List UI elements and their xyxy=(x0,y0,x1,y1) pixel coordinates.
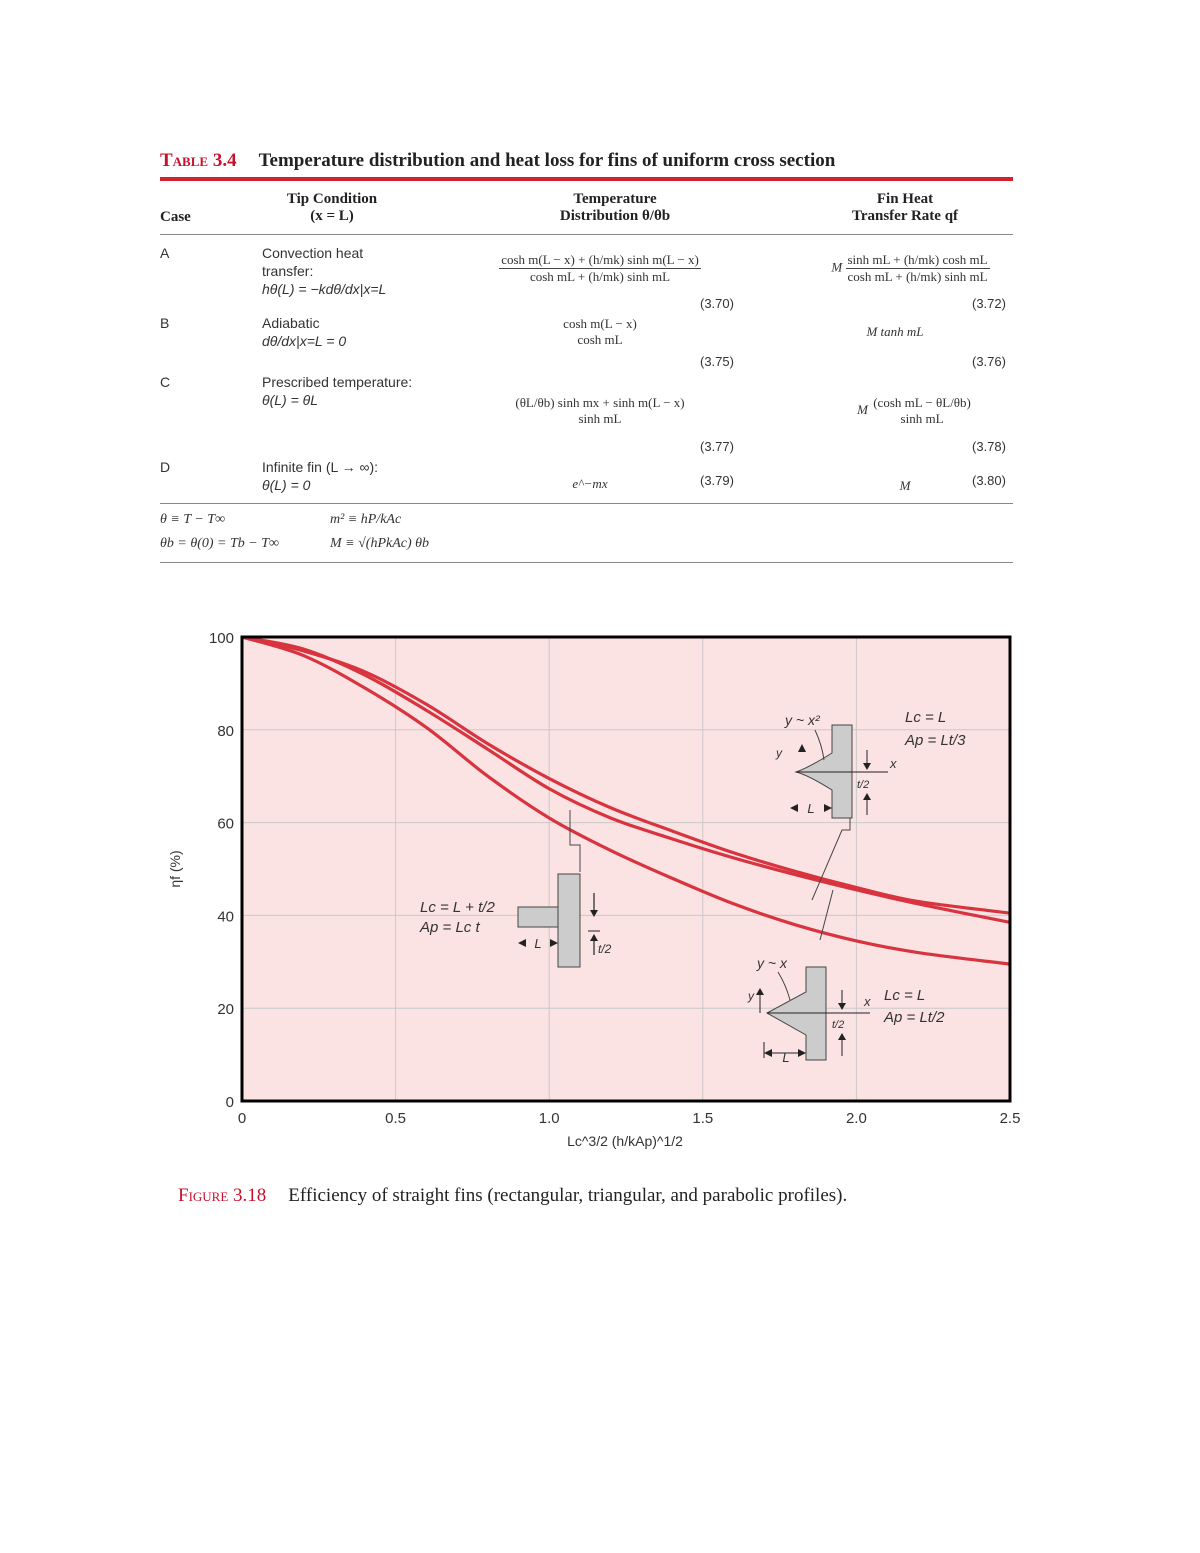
y-tick-label: 100 xyxy=(208,630,234,647)
svg-text:L: L xyxy=(807,801,815,816)
x-tick-label: 1.5 xyxy=(692,1110,714,1127)
footnote-theta-b: θb = θ(0) = Tb − T∞ xyxy=(160,536,279,551)
figure-caption xyxy=(178,1185,847,1207)
row-a-tip: Convection heat transfer: hθ(L) = −kdθ/dx|x=L xyxy=(262,245,387,297)
svg-text:t/2: t/2 xyxy=(832,1019,845,1031)
svg-text:Lc = L + t/2: Lc = L + t/2 xyxy=(420,899,495,916)
svg-text:Ap = Lt/3: Ap = Lt/3 xyxy=(905,732,966,749)
footnote-m: m² ≡ hP/kAc xyxy=(330,512,402,527)
row-a-case: A xyxy=(160,245,170,261)
svg-text:Lc = L: Lc = L xyxy=(905,709,947,726)
row-b-temp-eq: (3.75) xyxy=(700,354,734,369)
row-c-case: C xyxy=(160,374,171,390)
svg-text:Ap = Lt/2: Ap = Lt/2 xyxy=(884,1009,945,1026)
svg-text:Lc = L: Lc = L xyxy=(884,987,926,1004)
row-b-heat: M tanh mL xyxy=(866,324,924,339)
row-d-case: D xyxy=(160,459,171,475)
x-tick-label: 0.5 xyxy=(385,1110,407,1127)
x-axis-label: Lc^3/2 (h/kAp)^1/2 xyxy=(567,1133,683,1149)
row-d-temperature: e^−mx xyxy=(572,476,608,491)
y-tick-label: 60 xyxy=(217,815,234,833)
x-tick-label: 2.0 xyxy=(845,1110,867,1127)
row-a-temperature: $\frac{\text{cosh m(L − x) + (h/mk) sinh m(L − x)}}{\text{cosh mL + (h/mk) sinh mL}}$ xyxy=(501,252,699,284)
row-c-temperature: (θL/θb) sinh mx + sinh m(L − x) sinh mL xyxy=(515,395,685,426)
row-d-heat: M xyxy=(899,478,911,493)
header-fin-heat-rate: Fin Heat Transfer Rate qf xyxy=(851,191,959,224)
row-b-case: B xyxy=(160,315,170,331)
row-d-heat-eq: (3.80) xyxy=(972,473,1006,488)
header-case: Case xyxy=(160,209,191,225)
row-b-temperature: cosh m(L − x) cosh mL xyxy=(563,316,637,347)
x-tick-label: 1.0 xyxy=(538,1110,560,1127)
y-tick-label: 80 xyxy=(217,722,234,740)
svg-text:Ap = Lc t: Ap = Lc t xyxy=(420,919,480,936)
y-tick-label: 0 xyxy=(225,1094,234,1111)
svg-text:y ~ x: y ~ x xyxy=(757,955,787,971)
svg-text:t/2: t/2 xyxy=(598,942,612,956)
table-title: Temperature distribution and heat loss for fins of uniform cross section xyxy=(258,150,836,171)
header-temperature-distribution: Temperature Distribution θ/θb xyxy=(559,191,671,224)
svg-text:x: x xyxy=(890,756,897,771)
x-tick-label: 0 xyxy=(237,1110,247,1127)
table-label: Table 3.4 xyxy=(160,150,237,171)
row-d-tip: Infinite fin (L → ∞): θ(L) = 0 xyxy=(262,459,379,493)
y-tick-labels xyxy=(209,630,234,1111)
row-c-temp-eq: (3.77) xyxy=(700,439,734,454)
y-axis-label: ηf (%) xyxy=(167,850,183,888)
svg-text:y: y xyxy=(776,746,782,760)
row-c-tip: Prescribed temperature: θ(L) = θL xyxy=(262,374,413,408)
figure-caption-text: Efficiency of straight fins (rectangular, triangular, and parabolic profiles). xyxy=(288,1185,848,1206)
row-b-tip: Adiabatic dθ/dx|x=L = 0 xyxy=(262,315,347,349)
row-d-temp-eq: (3.79) xyxy=(700,473,734,488)
figure-label: Figure 3.18 xyxy=(178,1185,267,1206)
y-tick-label: 40 xyxy=(217,908,234,926)
svg-text:y: y xyxy=(748,989,754,1003)
row-c-heat-eq: (3.78) xyxy=(972,439,1006,454)
row-c-heat: M (cosh mL − θL/θb) sinh mL xyxy=(857,395,971,426)
svg-text:L: L xyxy=(782,1050,790,1065)
footnote-theta: θ ≡ T − T∞ xyxy=(160,512,226,527)
header-tip-condition: Tip Condition (x = L) xyxy=(286,191,378,224)
svg-text:t/2: t/2 xyxy=(857,779,870,791)
row-a-heat: M $\frac{\text{sinh mL + (h/mk) cosh mL}}{\text{cosh mL + (h/mk) sinh mL}}$ xyxy=(831,252,988,284)
y-tick-label: 20 xyxy=(217,1001,234,1019)
svg-text:L: L xyxy=(534,936,542,951)
svg-text:y ~ x²: y ~ x² xyxy=(785,712,820,728)
svg-text:x: x xyxy=(864,994,871,1009)
x-tick-label: 2.5 xyxy=(999,1110,1021,1127)
footnote-big-m: M ≡ √(hPkAc) θb xyxy=(330,536,430,551)
row-a-temp-eq: (3.70) xyxy=(700,296,734,311)
x-tick-labels xyxy=(238,1110,1021,1127)
plot-area xyxy=(242,637,1010,1101)
row-b-heat-eq: (3.76) xyxy=(972,354,1006,369)
row-a-heat-eq: (3.72) xyxy=(972,296,1006,311)
